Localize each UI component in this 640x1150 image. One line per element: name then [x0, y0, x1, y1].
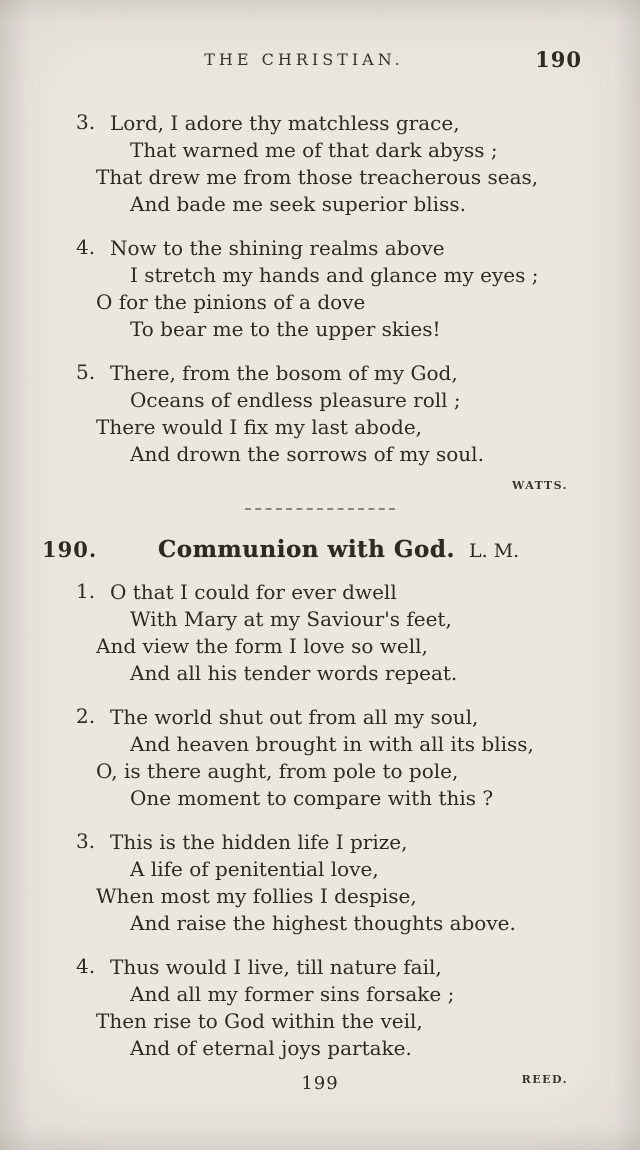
verse-line: There, from the bosom of my God,: [110, 361, 458, 385]
verse-number: 3.: [76, 829, 96, 853]
verse-number: 4.: [76, 235, 96, 259]
verse-line: There would I fix my last abode,: [96, 415, 423, 439]
verse-line: When most my follies I despise,: [96, 884, 417, 908]
verse-line: This is the hidden life I prize,: [110, 830, 408, 854]
verse-line: That drew me from those treacherous seas,: [96, 165, 539, 189]
verse-line: And bade me seek superior bliss.: [130, 192, 466, 216]
verse-line: Thus would I live, till nature fail,: [110, 955, 442, 979]
verse-line: O for the pinions of a dove: [96, 290, 366, 314]
verse-line: And of eternal joys partake.: [130, 1036, 412, 1060]
verse: [76, 110, 640, 218]
verse-number: 5.: [76, 360, 96, 384]
hymn-continuation-section: [0, 110, 640, 492]
verse-line: With Mary at my Saviour's feet,: [130, 607, 452, 631]
verse-line: O, is there aught, from pole to pole,: [96, 759, 459, 783]
verse-line: And heaven brought in with all its bliss,: [130, 732, 534, 756]
hymn-attribution: WATTS.: [512, 479, 568, 492]
verse-number: 4.: [76, 954, 96, 978]
verse: [76, 360, 640, 468]
verse-number: 2.: [76, 704, 96, 728]
verse: [76, 954, 640, 1062]
verse-line: A life of penitential love,: [130, 857, 379, 881]
verse-line: Oceans of endless pleasure roll ;: [130, 388, 461, 412]
verse-line: And view the form I love so well,: [96, 634, 428, 658]
verse-line: O that I could for ever dwell: [110, 580, 397, 604]
hymn-title: Communion with God.: [157, 536, 455, 563]
running-title: THE CHRISTIAN.: [204, 50, 404, 69]
page-number-footer: 199: [301, 1073, 339, 1094]
hymn-meter: L. M.: [469, 540, 520, 562]
verse-number: 3.: [76, 110, 96, 134]
verse: [76, 829, 640, 937]
verse: [76, 235, 640, 343]
verse-line: To bear me to the upper skies!: [130, 317, 441, 341]
page-header: [0, 0, 640, 84]
verse-line: The world shut out from all my soul,: [110, 705, 479, 729]
hymn-number: 190.: [42, 537, 98, 562]
verse-line: That warned me of that dark abyss ;: [130, 138, 498, 162]
verse: [76, 579, 640, 687]
verse-line: Now to the shining realms above: [110, 236, 445, 260]
verse-line: And drown the sorrows of my soul.: [130, 442, 484, 466]
verse: [76, 704, 640, 812]
verse-number: 1.: [76, 579, 96, 603]
verse-line: And all my former sins forsake ;: [130, 982, 455, 1006]
hymn-attribution: REED.: [521, 1073, 568, 1086]
verse-line: And all his tender words repeat.: [130, 661, 458, 685]
verse-line: And raise the highest thoughts above.: [130, 911, 516, 935]
hymn-190-section: [0, 536, 640, 1086]
verse-line: I stretch my hands and glance my eyes ;: [130, 263, 539, 287]
verse-line: One moment to compare with this ?: [130, 786, 494, 810]
verse-line: Then rise to God within the veil,: [96, 1009, 423, 1033]
page-number-header: 190: [535, 47, 582, 72]
section-divider: [245, 508, 395, 510]
hymn-heading: [0, 536, 640, 563]
verse-line: Lord, I adore thy matchless grace,: [110, 111, 460, 135]
